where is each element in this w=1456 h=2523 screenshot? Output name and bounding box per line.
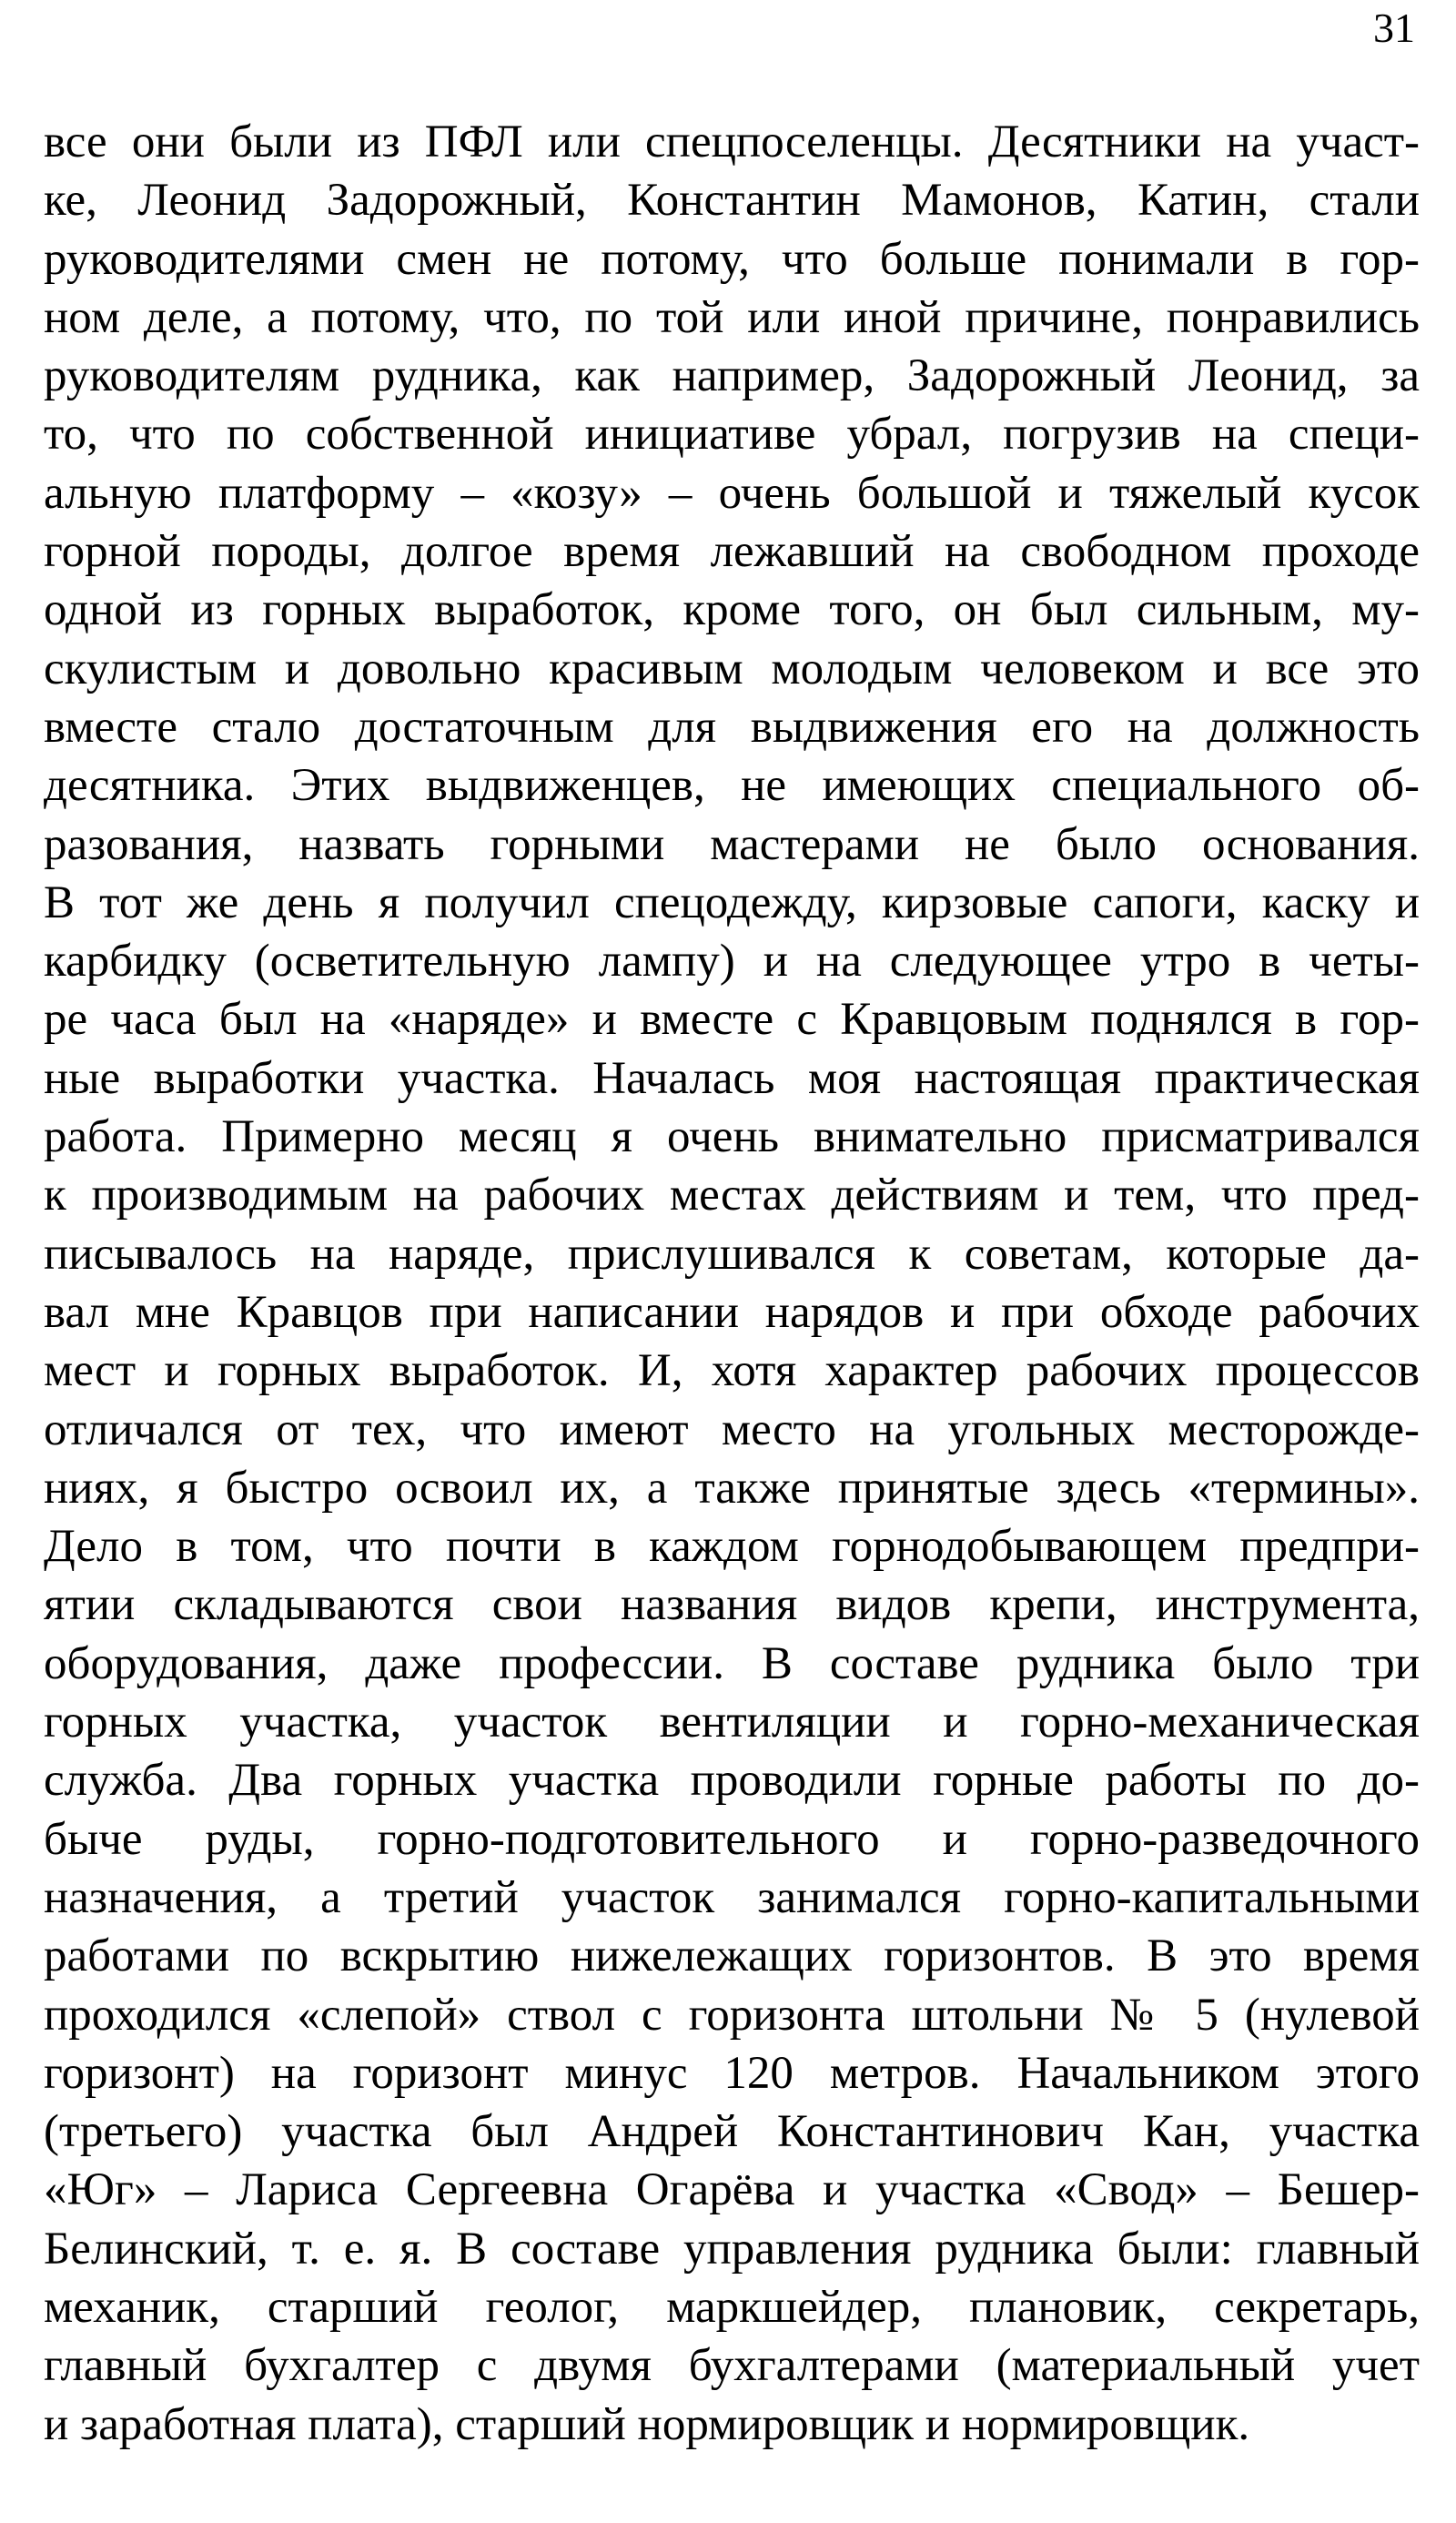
text-line: Белинский, т. е. я. В составе управления рудника были: главный [44,2223,1420,2275]
text-line: «Юг» – Лариса Сергеевна Огарёва и участка «Свод» – Бешер- [44,2164,1420,2216]
text-line: проходился «слепой» ствол с горизонта штольни № 5 (нулевой [44,1989,1420,2041]
text-line: вместе стало достаточным для выдвижения его на должность [44,701,1420,753]
text-line: вал мне Кравцов при написании нарядов и при обходе рабочих [44,1286,1420,1338]
text-line: отличался от тех, что имеют место на угольных месторожде- [44,1403,1420,1455]
text-line: горной породы, долгое время лежавший на свободном проходе [44,526,1420,578]
text-line: назначения, а третий участок занимался горно-капитальными [44,1871,1420,1923]
text-line: десятника. Этих выдвиженцев, не имеющих специального об- [44,760,1420,812]
text-line: Дело в том, что почти в каждом горнодобывающем предпри- [44,1521,1420,1573]
text-line: горизонт) на горизонт минус 120 метров. Начальником этого [44,2047,1420,2099]
text-line: ниях, я быстро освоил их, а также принятые здесь «термины». [44,1462,1420,1514]
text-line: и заработная плата), старший нормировщик и нормировщик. [44,2398,1250,2450]
text-line: скулистым и довольно красивым молодым человеком и все это [44,643,1420,694]
text-line: ном деле, а потому, что, по той или иной причине, понравились [44,291,1420,343]
text-line: альную платформу – «козу» – очень большой и тяжелый кусок [44,467,1420,519]
text-line: карбидку (осветительную лампу) и на следующее утро в четы- [44,936,1420,988]
page-number: 31 [1373,5,1415,51]
text-line: все они были из ПФЛ или спецпоселенцы. Десятники на участ- [44,117,1420,167]
text-line: ке, Леонид Задорожный, Константин Мамонов, Катин, стали [44,175,1420,227]
text-line: ные выработки участка. Началась моя настоящая практическая [44,1052,1420,1104]
text-line: писывалось на наряде, прислушивался к советам, которые да- [44,1228,1420,1280]
text-line: руководителями смен не потому, что больше понимали в гор- [44,233,1420,285]
text-line: одной из горных выработок, кроме того, он был сильным, му- [44,584,1420,636]
text-line: В тот же день я получил спецодежду, кирзовые сапоги, каску и [44,876,1420,928]
text-line: к производимым на рабочих местах действиям и тем, что пред- [44,1170,1420,1221]
text-line: то, что по собственной инициативе убрал, погрузив на специ- [44,409,1420,461]
text-line: механик, старший геолог, маркшейдер, плановик, секретарь, [44,2281,1420,2333]
text-line: быче руды, горно-подготовительного и горно-разведочного [44,1813,1420,1865]
body-text [44,113,1420,2454]
text-line: ятии складываются свои названия видов крепи, инструмента, [44,1579,1420,1631]
text-line: разования, назвать горными мастерами не было основания. [44,818,1420,870]
text-line: оборудования, даже профессии. В составе рудника было три [44,1637,1420,1689]
text-line: работами по вскрытию нижележащих горизонтов. В это время [44,1930,1420,1982]
text-line: горных участка, участок вентиляции и горно-механическая [44,1697,1420,1748]
text-line: служба. Два горных участка проводили горные работы по до- [44,1755,1420,1807]
text-line: руководителям рудника, как например, Задорожный Леонид, за [44,350,1420,402]
text-line: работа. Примерно месяц я очень внимательно присматривался [44,1111,1420,1163]
text-line: (третьего) участка был Андрей Константинович Кан, участка [44,2106,1420,2158]
text-line: мест и горных выработок. И, хотя характер рабочих процессов [44,1345,1420,1397]
text-line: ре часа был на «наряде» и вместе с Кравцовым поднялся в гор- [44,994,1420,1046]
text-line: главный бухгалтер с двумя бухгалтерами (материальный учет [44,2340,1420,2392]
